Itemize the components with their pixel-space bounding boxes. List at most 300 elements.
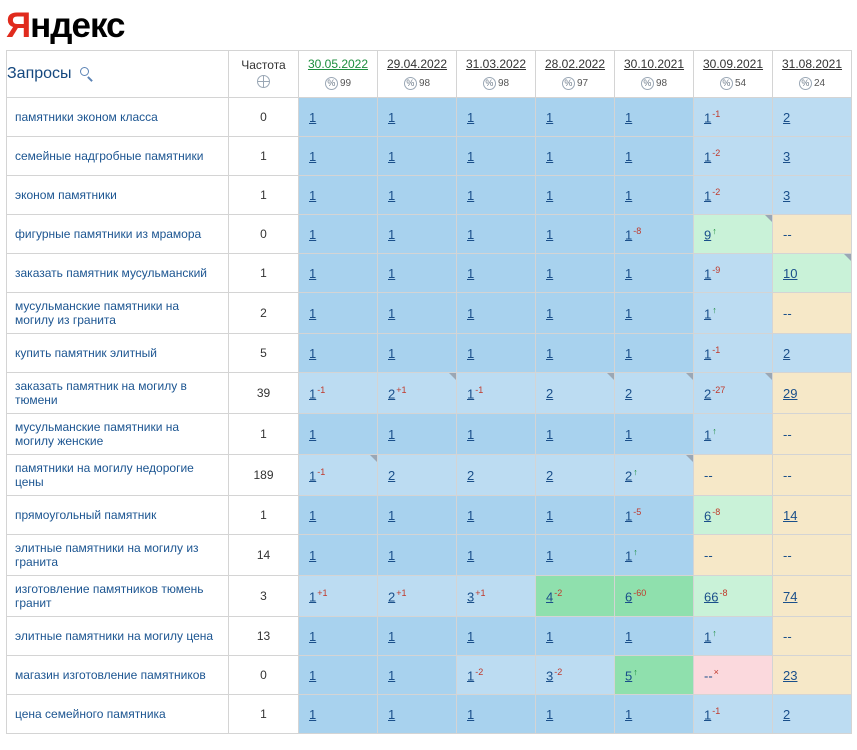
position-cell[interactable] [457, 455, 536, 496]
queries-title: Запросы [7, 65, 72, 82]
query-cell[interactable]: элитные памятники на могилу из гранита [7, 535, 229, 576]
position-cell[interactable] [773, 254, 852, 293]
position-value[interactable]: 3 [783, 148, 791, 164]
position-cell[interactable] [773, 535, 852, 576]
position-cell[interactable] [378, 535, 457, 576]
position-value[interactable]: 1 [704, 149, 712, 165]
position-value[interactable]: 1 [625, 426, 633, 442]
position-delta: -1 [475, 384, 484, 395]
position-cell[interactable] [694, 656, 773, 695]
position-value[interactable]: 1 [388, 305, 396, 321]
position-value[interactable]: 1 [467, 148, 475, 164]
note-corner-icon[interactable] [686, 373, 693, 380]
position-cell[interactable] [615, 293, 694, 334]
position-value[interactable]: 1 [546, 706, 554, 722]
column-header-date-1[interactable] [378, 51, 457, 98]
position-value: -- [783, 305, 792, 321]
position-value[interactable]: 1 [625, 265, 633, 281]
position-value[interactable]: 23 [783, 667, 798, 683]
position-cell[interactable] [299, 293, 378, 334]
position-cell[interactable] [378, 293, 457, 334]
position-cell[interactable] [615, 617, 694, 656]
query-cell[interactable]: памятники эконом класса [7, 98, 229, 137]
position-value[interactable]: 1 [309, 187, 317, 203]
yandex-logo[interactable] [0, 0, 857, 50]
position-value: -- [704, 668, 713, 684]
table-row [7, 137, 852, 176]
position-cell[interactable] [457, 695, 536, 734]
position-value[interactable]: 74 [783, 588, 798, 604]
position-cell[interactable] [615, 98, 694, 137]
position-value[interactable]: 1 [388, 706, 396, 722]
frequency-cell: 1 [229, 695, 299, 734]
date-label[interactable]: 30.09.2021 [702, 57, 764, 71]
position-value[interactable]: 1 [309, 706, 317, 722]
position-delta: -1 [712, 705, 721, 716]
position-value[interactable]: 6 [704, 508, 712, 524]
position-cell[interactable] [378, 98, 457, 137]
position-value[interactable]: 2 [625, 385, 633, 401]
position-cell[interactable] [615, 176, 694, 215]
position-delta: +1 [396, 384, 407, 395]
position-cell[interactable] [694, 98, 773, 137]
position-value[interactable]: 3 [783, 187, 791, 203]
position-cell[interactable] [299, 617, 378, 656]
position-cell[interactable] [536, 535, 615, 576]
position-value[interactable]: 1 [467, 187, 475, 203]
position-delta: ↑ [633, 666, 638, 677]
position-cell[interactable] [378, 496, 457, 535]
position-cell[interactable] [694, 455, 773, 496]
position-cell[interactable] [773, 293, 852, 334]
position-value[interactable]: 1 [388, 628, 396, 644]
position-value[interactable]: 1 [546, 507, 554, 523]
position-cell[interactable] [299, 576, 378, 617]
position-value[interactable]: 1 [546, 148, 554, 164]
position-value[interactable]: 1 [388, 345, 396, 361]
position-value[interactable]: 1 [546, 265, 554, 281]
position-cell[interactable] [773, 455, 852, 496]
percent-value: 98 [418, 77, 431, 89]
position-delta: ↑ [712, 304, 717, 315]
position-value[interactable]: 9 [704, 227, 712, 243]
position-cell[interactable] [536, 695, 615, 734]
column-header-date-6[interactable] [773, 51, 852, 98]
position-value[interactable]: 66 [704, 589, 719, 605]
position-cell[interactable] [378, 656, 457, 695]
position-value[interactable]: 1 [625, 305, 633, 321]
position-cell[interactable] [299, 535, 378, 576]
position-cell[interactable] [299, 176, 378, 215]
position-value[interactable]: 4 [546, 589, 554, 605]
position-value[interactable]: 1 [546, 226, 554, 242]
position-cell[interactable] [536, 455, 615, 496]
query-cell[interactable]: эконом памятники [7, 176, 229, 215]
position-cell[interactable] [299, 455, 378, 496]
position-value[interactable]: 1 [704, 188, 712, 204]
position-value[interactable]: 1 [467, 386, 475, 402]
position-value[interactable]: 2 [704, 386, 712, 402]
position-cell[interactable] [694, 137, 773, 176]
position-cell[interactable] [457, 496, 536, 535]
position-value[interactable]: 2 [388, 386, 396, 402]
column-header-queries [7, 51, 229, 98]
position-cell[interactable] [457, 535, 536, 576]
position-value[interactable]: 1 [467, 265, 475, 281]
query-cell[interactable]: мусульманские памятники на могилу из гранита [7, 293, 229, 334]
query-cell[interactable]: фигурные памятники из мрамора [7, 215, 229, 254]
position-cell[interactable] [378, 455, 457, 496]
position-value[interactable]: 1 [309, 109, 317, 125]
position-value: -- [783, 467, 792, 483]
table-row [7, 293, 852, 334]
position-cell[interactable] [615, 254, 694, 293]
position-value[interactable]: 1 [467, 226, 475, 242]
position-cell[interactable] [299, 695, 378, 734]
position-value[interactable]: 1 [388, 426, 396, 442]
position-delta: +1 [396, 587, 407, 598]
position-value[interactable]: 2 [783, 706, 791, 722]
position-delta: × [713, 666, 719, 677]
position-value[interactable]: 1 [704, 707, 712, 723]
position-value[interactable]: 10 [783, 265, 798, 281]
note-corner-icon[interactable] [686, 455, 693, 462]
position-value[interactable]: 1 [625, 148, 633, 164]
column-header-date-2[interactable] [457, 51, 536, 98]
position-delta: -9 [712, 264, 721, 275]
position-cell[interactable] [773, 176, 852, 215]
position-value[interactable]: 1 [467, 706, 475, 722]
position-cell[interactable] [536, 176, 615, 215]
position-cell[interactable] [615, 656, 694, 695]
position-cell[interactable] [457, 215, 536, 254]
position-value[interactable]: 2 [546, 385, 554, 401]
query-cell[interactable]: заказать памятник на могилу в тюмени [7, 373, 229, 414]
position-value[interactable]: 1 [625, 227, 633, 243]
position-cell[interactable] [773, 496, 852, 535]
column-header-date-0[interactable] [299, 51, 378, 98]
query-cell[interactable]: прямоугольный памятник [7, 496, 229, 535]
percent-value: 97 [576, 77, 589, 89]
query-cell[interactable]: мусульманские памятники на могилу женские [7, 414, 229, 455]
position-value[interactable]: 1 [467, 426, 475, 442]
position-cell[interactable] [694, 334, 773, 373]
position-value[interactable]: 14 [783, 507, 798, 523]
position-value[interactable]: 1 [546, 187, 554, 203]
position-value[interactable]: 1 [704, 266, 712, 282]
note-corner-icon[interactable] [765, 373, 772, 380]
position-value[interactable]: 29 [783, 385, 798, 401]
position-value[interactable]: 5 [625, 668, 633, 684]
position-cell[interactable] [457, 254, 536, 293]
position-delta: -5 [633, 506, 642, 517]
position-cell[interactable] [299, 215, 378, 254]
position-value[interactable]: 1 [704, 110, 712, 126]
position-delta: +1 [317, 587, 328, 598]
position-value[interactable]: 2 [467, 467, 475, 483]
position-value[interactable]: 1 [467, 305, 475, 321]
position-value[interactable]: 1 [704, 629, 712, 645]
position-cell[interactable] [615, 535, 694, 576]
date-label[interactable]: 28.02.2022 [544, 57, 606, 71]
position-cell[interactable] [536, 617, 615, 656]
position-value[interactable]: 1 [309, 667, 317, 683]
position-cell[interactable] [615, 373, 694, 414]
position-cell[interactable] [536, 496, 615, 535]
position-value: -- [783, 547, 792, 563]
position-value[interactable]: 1 [309, 265, 317, 281]
position-value[interactable]: 2 [388, 467, 396, 483]
position-cell[interactable] [694, 293, 773, 334]
percent-icon: % [325, 77, 338, 90]
position-value[interactable]: 1 [388, 265, 396, 281]
position-cell[interactable] [378, 215, 457, 254]
position-cell[interactable] [536, 293, 615, 334]
date-label[interactable]: 31.08.2021 [781, 57, 843, 71]
position-value[interactable]: 1 [704, 427, 712, 443]
position-cell[interactable] [694, 176, 773, 215]
position-cell[interactable] [378, 334, 457, 373]
table-row [7, 695, 852, 734]
position-value[interactable]: 1 [625, 109, 633, 125]
position-cell[interactable] [694, 576, 773, 617]
position-cell[interactable] [773, 414, 852, 455]
position-value: -- [704, 467, 713, 483]
query-cell[interactable]: элитные памятники на могилу цена [7, 617, 229, 656]
position-value[interactable]: 1 [467, 109, 475, 125]
position-value[interactable]: 1 [388, 187, 396, 203]
position-cell[interactable] [773, 656, 852, 695]
query-cell[interactable]: магазин изготовление памятников [7, 656, 229, 695]
position-cell[interactable] [457, 576, 536, 617]
position-cell[interactable] [457, 414, 536, 455]
position-cell[interactable] [536, 98, 615, 137]
position-delta: -8 [719, 587, 728, 598]
position-cell[interactable] [773, 695, 852, 734]
percent-icon: % [641, 77, 654, 90]
position-value[interactable]: 1 [309, 305, 317, 321]
position-cell[interactable] [536, 334, 615, 373]
position-delta: ↑ [712, 225, 717, 236]
position-cell[interactable] [615, 414, 694, 455]
percent-icon: % [562, 77, 575, 90]
position-value[interactable]: 1 [467, 628, 475, 644]
position-delta: -2 [712, 186, 721, 197]
position-value[interactable]: 1 [309, 468, 317, 484]
position-cell[interactable] [378, 576, 457, 617]
position-value[interactable]: 1 [625, 628, 633, 644]
position-cell[interactable] [457, 176, 536, 215]
date-label[interactable]: 31.03.2022 [465, 57, 527, 71]
position-cell[interactable] [299, 334, 378, 373]
position-cell[interactable] [378, 254, 457, 293]
column-header-frequency[interactable] [229, 51, 299, 98]
position-cell[interactable] [457, 373, 536, 414]
position-value[interactable]: 1 [546, 628, 554, 644]
position-cell[interactable] [457, 98, 536, 137]
position-cell[interactable] [694, 695, 773, 734]
position-value[interactable]: 1 [388, 547, 396, 563]
frequency-label: Частота [241, 57, 286, 72]
position-value[interactable]: 1 [309, 426, 317, 442]
logo-rest: ндекс [30, 6, 125, 45]
date-label[interactable]: 29.04.2022 [386, 57, 448, 71]
position-value[interactable]: 1 [309, 148, 317, 164]
position-cell[interactable] [536, 215, 615, 254]
position-cell[interactable] [773, 373, 852, 414]
position-value[interactable]: 2 [388, 589, 396, 605]
position-cell[interactable] [536, 373, 615, 414]
position-cell[interactable] [378, 176, 457, 215]
position-value[interactable]: 6 [625, 589, 633, 605]
position-value[interactable]: 1 [309, 226, 317, 242]
frequency-cell: 1 [229, 137, 299, 176]
position-cell[interactable] [773, 98, 852, 137]
position-cell[interactable] [773, 576, 852, 617]
position-cell[interactable] [694, 414, 773, 455]
note-corner-icon[interactable] [607, 373, 614, 380]
position-cell[interactable] [773, 617, 852, 656]
position-cell[interactable] [615, 576, 694, 617]
position-cell[interactable] [299, 414, 378, 455]
position-value[interactable]: 1 [388, 226, 396, 242]
position-value[interactable]: 1 [467, 345, 475, 361]
position-cell[interactable] [694, 535, 773, 576]
date-label[interactable]: 30.05.2022 [307, 57, 369, 71]
position-cell[interactable] [378, 617, 457, 656]
position-delta: -8 [633, 225, 642, 236]
position-cell[interactable] [536, 576, 615, 617]
position-cell[interactable] [457, 293, 536, 334]
position-cell[interactable] [299, 254, 378, 293]
position-cell[interactable] [773, 137, 852, 176]
position-cell[interactable] [299, 496, 378, 535]
position-value[interactable]: 1 [625, 187, 633, 203]
position-cell[interactable] [615, 334, 694, 373]
position-cell[interactable] [773, 334, 852, 373]
position-value[interactable]: 3 [546, 668, 554, 684]
column-header-date-5[interactable] [694, 51, 773, 98]
column-header-date-4[interactable] [615, 51, 694, 98]
position-cell[interactable] [615, 695, 694, 734]
position-value[interactable]: 1 [309, 507, 317, 523]
position-cell[interactable] [378, 414, 457, 455]
position-cell[interactable] [694, 496, 773, 535]
search-icon[interactable] [80, 67, 95, 82]
position-cell[interactable] [773, 215, 852, 254]
position-cell[interactable] [299, 137, 378, 176]
position-value[interactable]: 1 [546, 426, 554, 442]
table-row [7, 176, 852, 215]
query-cell[interactable]: памятники на могилу недорогие цены [7, 455, 229, 496]
position-value[interactable]: 1 [309, 386, 317, 402]
position-cell[interactable] [536, 137, 615, 176]
position-cell[interactable] [457, 617, 536, 656]
query-cell[interactable]: купить памятник элитный [7, 334, 229, 373]
table-row [7, 254, 852, 293]
table-row [7, 98, 852, 137]
position-value[interactable]: 1 [309, 345, 317, 361]
note-corner-icon[interactable] [765, 215, 772, 222]
frequency-cell: 1 [229, 176, 299, 215]
query-cell[interactable]: заказать памятник мусульманский [7, 254, 229, 293]
position-cell[interactable] [299, 373, 378, 414]
position-value[interactable]: 1 [546, 547, 554, 563]
table-row [7, 334, 852, 373]
date-label[interactable]: 30.10.2021 [623, 57, 685, 71]
position-cell[interactable] [536, 414, 615, 455]
column-header-date-3[interactable] [536, 51, 615, 98]
position-cell[interactable] [694, 617, 773, 656]
frequency-cell: 5 [229, 334, 299, 373]
position-cell[interactable] [694, 373, 773, 414]
position-cell[interactable] [378, 695, 457, 734]
position-cell[interactable] [615, 137, 694, 176]
position-cell[interactable] [378, 137, 457, 176]
position-cell[interactable] [299, 656, 378, 695]
position-cell[interactable] [299, 98, 378, 137]
position-value[interactable]: 1 [625, 345, 633, 361]
query-cell[interactable]: семейные надгробные памятники [7, 137, 229, 176]
position-cell[interactable] [457, 334, 536, 373]
position-value[interactable]: 1 [546, 305, 554, 321]
query-cell[interactable]: изготовление памятников тюмень гранит [7, 576, 229, 617]
position-value[interactable]: 1 [309, 628, 317, 644]
position-value[interactable]: 2 [625, 468, 633, 484]
position-cell[interactable] [378, 373, 457, 414]
position-value[interactable]: 1 [388, 507, 396, 523]
position-delta: -2 [475, 666, 484, 677]
position-value[interactable]: 1 [625, 706, 633, 722]
query-cell[interactable]: цена семейного памятника [7, 695, 229, 734]
position-value[interactable]: 1 [704, 346, 712, 362]
position-value[interactable]: 1 [467, 547, 475, 563]
position-value[interactable]: 1 [546, 345, 554, 361]
position-value[interactable]: 1 [546, 109, 554, 125]
position-value[interactable]: 1 [625, 548, 633, 564]
position-value[interactable]: 1 [467, 668, 475, 684]
position-cell[interactable] [615, 215, 694, 254]
position-cell[interactable] [615, 455, 694, 496]
position-value[interactable]: 1 [704, 306, 712, 322]
position-value[interactable]: 1 [388, 148, 396, 164]
position-value[interactable]: 1 [467, 507, 475, 523]
position-cell[interactable] [694, 215, 773, 254]
position-value[interactable]: 3 [467, 589, 475, 605]
position-cell[interactable] [694, 254, 773, 293]
position-value[interactable]: 2 [783, 345, 791, 361]
position-cell[interactable] [615, 496, 694, 535]
note-corner-icon[interactable] [449, 373, 456, 380]
position-value[interactable]: 1 [309, 547, 317, 563]
position-value[interactable]: 1 [388, 109, 396, 125]
note-corner-icon[interactable] [370, 455, 377, 462]
frequency-cell: 2 [229, 293, 299, 334]
position-delta: -2 [712, 147, 721, 158]
position-delta: -1 [317, 384, 326, 395]
position-value[interactable]: 1 [309, 589, 317, 605]
position-cell[interactable] [536, 656, 615, 695]
position-value[interactable]: 2 [783, 109, 791, 125]
globe-icon [257, 75, 270, 88]
position-value[interactable]: 1 [388, 667, 396, 683]
position-cell[interactable] [536, 254, 615, 293]
note-corner-icon[interactable] [844, 254, 851, 261]
position-value[interactable]: 1 [625, 508, 633, 524]
position-cell[interactable] [457, 137, 536, 176]
position-value[interactable]: 2 [546, 467, 554, 483]
position-cell[interactable] [457, 656, 536, 695]
